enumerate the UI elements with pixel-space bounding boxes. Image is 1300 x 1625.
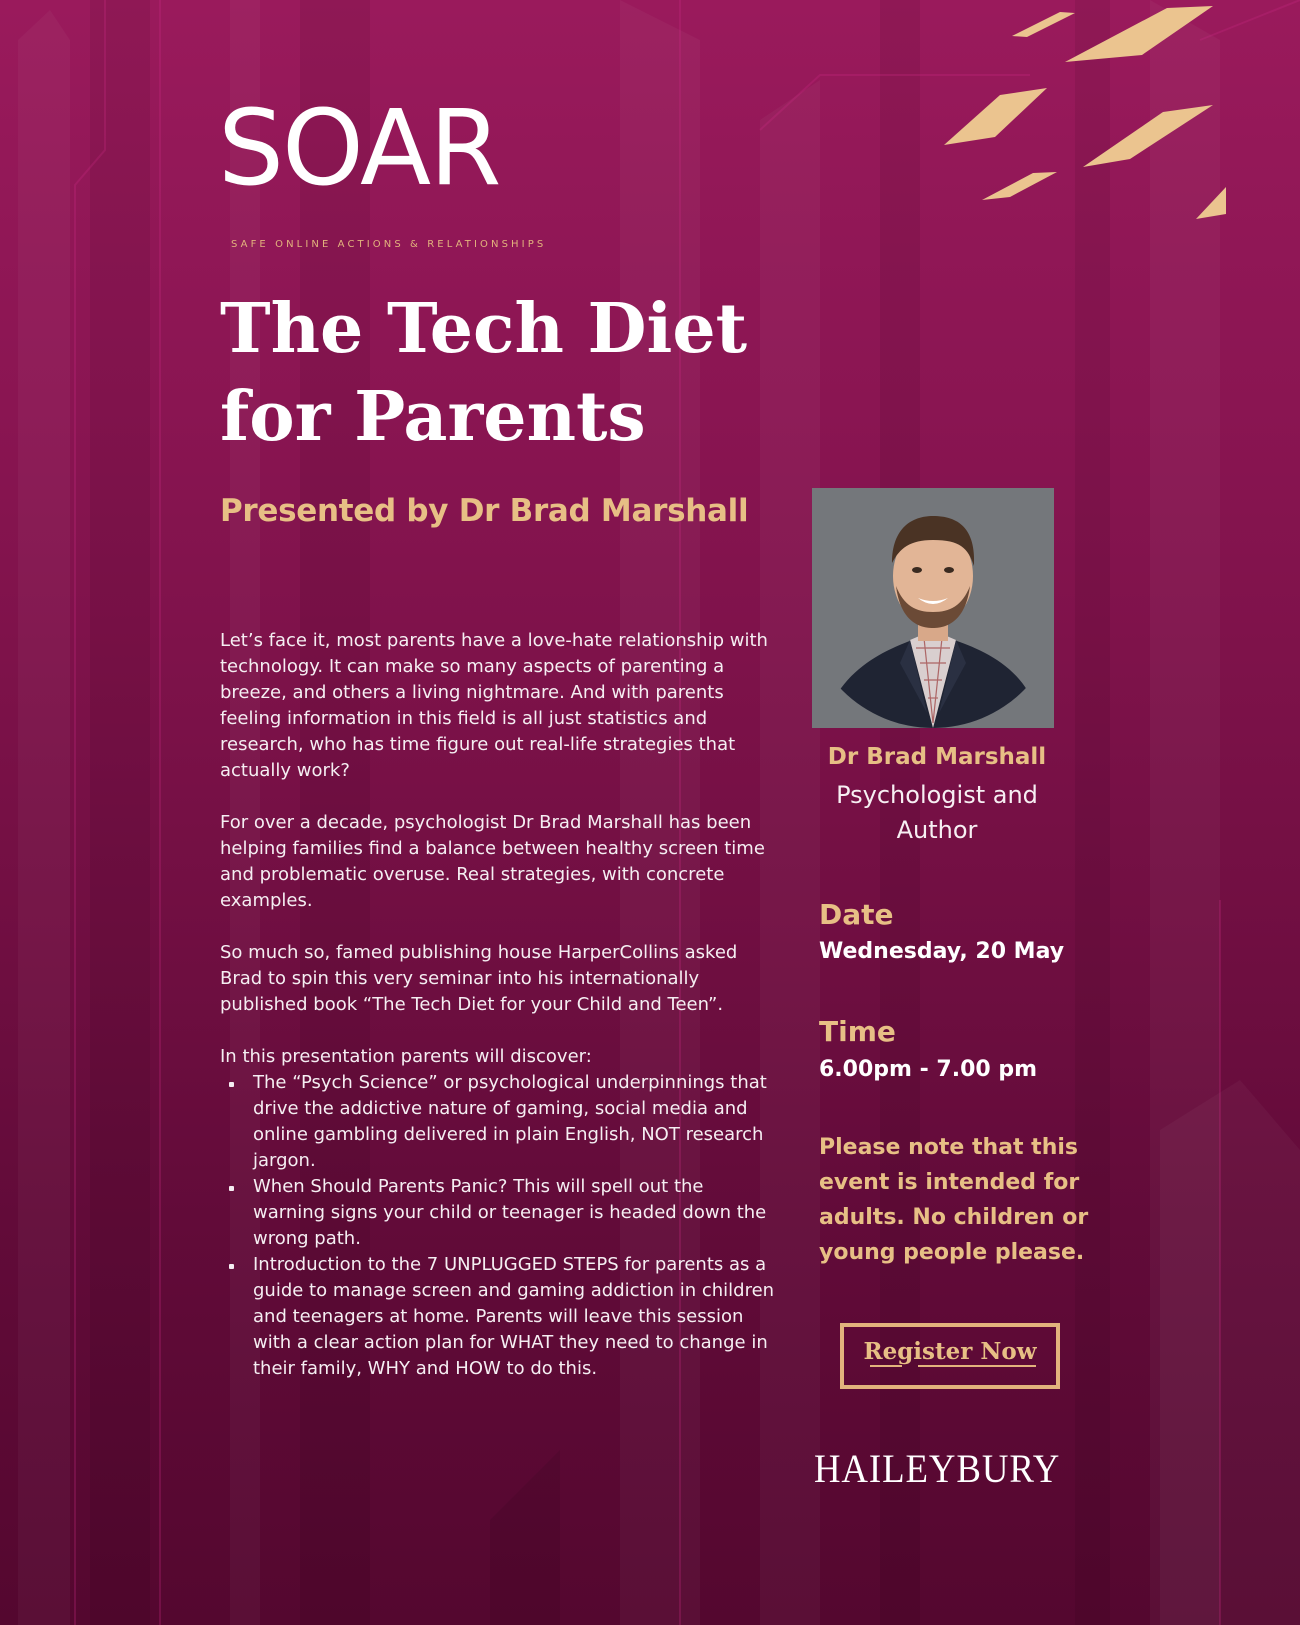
- gold-triangle: [1196, 187, 1226, 219]
- date-label: Date: [819, 898, 894, 931]
- gold-parallelogram: [1065, 6, 1213, 62]
- title-line-1: The Tech Diet: [220, 289, 748, 369]
- register-now-label: Register Now: [863, 1337, 1037, 1365]
- soar-tagline: SAFE ONLINE ACTIONS & RELATIONSHIPS: [231, 239, 547, 250]
- soar-logo: [218, 87, 548, 220]
- gold-parallelogram: [944, 88, 1047, 145]
- soar-logo-text: SOAR: [218, 87, 500, 209]
- speaker-role-line-1: Psychologist and: [836, 781, 1038, 809]
- speaker-portrait-icon: [812, 488, 1054, 728]
- paragraph: So much so, famed publishing house HarperCollins asked Brad to spin this very seminar into his internationally published book “The Tech Diet for your Child and Teen”.: [220, 942, 738, 1015]
- list-item-text: When Should Parents Panic? This will spell out the warning signs your child or teenager is headed down the wrong path.: [253, 1176, 767, 1249]
- speaker-name: Dr Brad Marshall: [827, 744, 1047, 770]
- date-value: Wednesday, 20 May: [819, 939, 1065, 964]
- presenter-heading: Presented by Dr Brad Marshall: [220, 493, 749, 529]
- register-now-button[interactable]: [840, 1323, 1060, 1389]
- paragraph: Let’s face it, most parents have a love-hate relationship with technology. It can make so many aspects of parenting a breeze, and others a living nightmare. And with parents feeling information in this field is all just statistics and research, who has time figure out real-life strategies that actually work?: [220, 630, 768, 781]
- bullet-icon: [229, 1186, 234, 1191]
- bullet-icon: [229, 1264, 234, 1269]
- list-item-text: The “Psych Science” or psychological underpinnings that drive the addictive nature of gaming, social media and online gambling delivered in plain English, NOT research jargon.: [253, 1072, 767, 1171]
- bullet-icon: [229, 1082, 234, 1087]
- speaker-role-line-2: Author: [896, 816, 978, 844]
- time-label: Time: [819, 1015, 896, 1048]
- speaker-role: [812, 778, 1062, 848]
- gold-parallelogram: [982, 172, 1057, 200]
- decorative-shapes: [930, 0, 1230, 230]
- list-intro: In this presentation parents will discover:: [220, 1046, 592, 1067]
- gold-parallelogram: [1012, 12, 1075, 37]
- list-item: [253, 1174, 776, 1252]
- paragraph: For over a decade, psychologist Dr Brad Marshall has been helping families find a balance between healthy screen time and problematic overuse. Real strategies, with concrete examples.: [220, 812, 765, 911]
- page-title: [220, 285, 780, 461]
- list-item-text: Introduction to the 7 UNPLUGGED STEPS for parents as a guide to manage screen and gaming addiction in children and teenagers at home. Parents will leave this session with a clear action plan for WHAT they need to change in their family, WHY and HOW to do this.: [253, 1254, 775, 1379]
- haileybury-logo: HAILEYBURY: [813, 1446, 1061, 1491]
- gold-parallelogram: [1083, 105, 1213, 167]
- discover-list: [220, 1070, 776, 1382]
- adults-only-notice: Please note that this event is intended for adults. No children or young people please.: [819, 1135, 1089, 1265]
- description: [220, 628, 776, 1382]
- speaker-photo: [812, 488, 1054, 728]
- list-item: [253, 1070, 776, 1174]
- time-value: 6.00pm - 7.00 pm: [819, 1057, 1038, 1082]
- title-line-2: for Parents: [220, 377, 646, 457]
- list-item: [253, 1252, 776, 1382]
- underline-decoration: [870, 1365, 902, 1367]
- underline-decoration: [918, 1365, 1036, 1367]
